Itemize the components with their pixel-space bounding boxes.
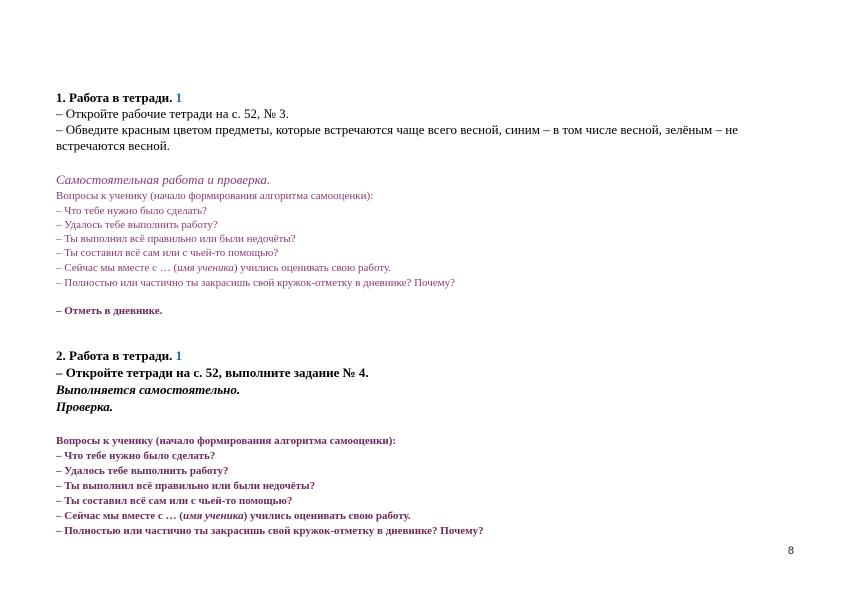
task1-heading-line (56, 90, 182, 106)
block1-q5-name: имя ученика (177, 262, 234, 274)
task2-heading-line (56, 348, 182, 364)
task2-line1: – Откройте тетради на с. 52, выполните задание № 4. (56, 365, 369, 380)
block2-q5-pre: – Сейчас мы вместе с … ( (56, 510, 183, 522)
block1-q5-post: ) учились оценивать свою работу. (233, 262, 392, 274)
block2-q5-post: ) учились оценивать свою работу. (243, 510, 411, 522)
block1-q6: – Полностью или частично ты закрасишь свой кружок-отметку в дневнике? Почему? (56, 277, 456, 289)
block2-q3: – Ты выполнил всё правильно или были недочёты? (56, 480, 316, 492)
block1-q2: – Удалось тебе выполнить работу? (56, 219, 218, 231)
task2-line2: Выполняется самостоятельно. (56, 382, 241, 397)
block2-q5-name: имя ученика (182, 510, 244, 522)
block2-intro: Вопросы к ученику (начало формирования алгоритма самооценки): (56, 435, 397, 447)
task1-heading: 1. Работа в тетради. (56, 90, 173, 105)
block2-q6: – Полностью или частично ты закрасишь свой кружок-отметку в дневнике? Почему? (56, 525, 484, 537)
block1-diary: – Отметь в дневнике. (56, 305, 163, 317)
block1-q5-pre: – Сейчас мы вместе с … ( (56, 262, 178, 274)
task2-line3: Проверка. (56, 399, 114, 414)
page-number: 8 (787, 545, 794, 557)
block2-q2: – Удалось тебе выполнить работу? (56, 465, 229, 477)
block1-intro: Вопросы к ученику (начало формирования алгоритма самооценки): (56, 190, 374, 202)
block1-q5 (56, 261, 391, 275)
block1-q1: – Что тебе нужно было сделать? (56, 205, 207, 217)
task2-marker: 1 (175, 348, 183, 363)
block1-q3: – Ты выполнил всё правильно или были недочёты? (56, 233, 296, 245)
task1-marker: 1 (175, 90, 183, 105)
task1-line1: – Откройте рабочие тетради на с. 52, № 3. (56, 106, 289, 121)
task1-line2: – Обведите красным цветом предметы, которые встречаются чаще всего весной, синим – в том числе весной, зелёным – не (56, 122, 738, 137)
task2-heading: 2. Работа в тетради. (56, 348, 173, 363)
block2-q5 (56, 509, 411, 523)
block2-q1: – Что тебе нужно было сделать? (56, 450, 216, 462)
block1-title: Самостоятельная работа и проверка. (56, 172, 271, 187)
block2-q4: – Ты составил всё сам или с чьей-то помощью? (56, 495, 293, 507)
task1-line3: встречаются весной. (56, 138, 170, 153)
block1-q4: – Ты составил всё сам или с чьей-то помощью? (56, 247, 279, 259)
